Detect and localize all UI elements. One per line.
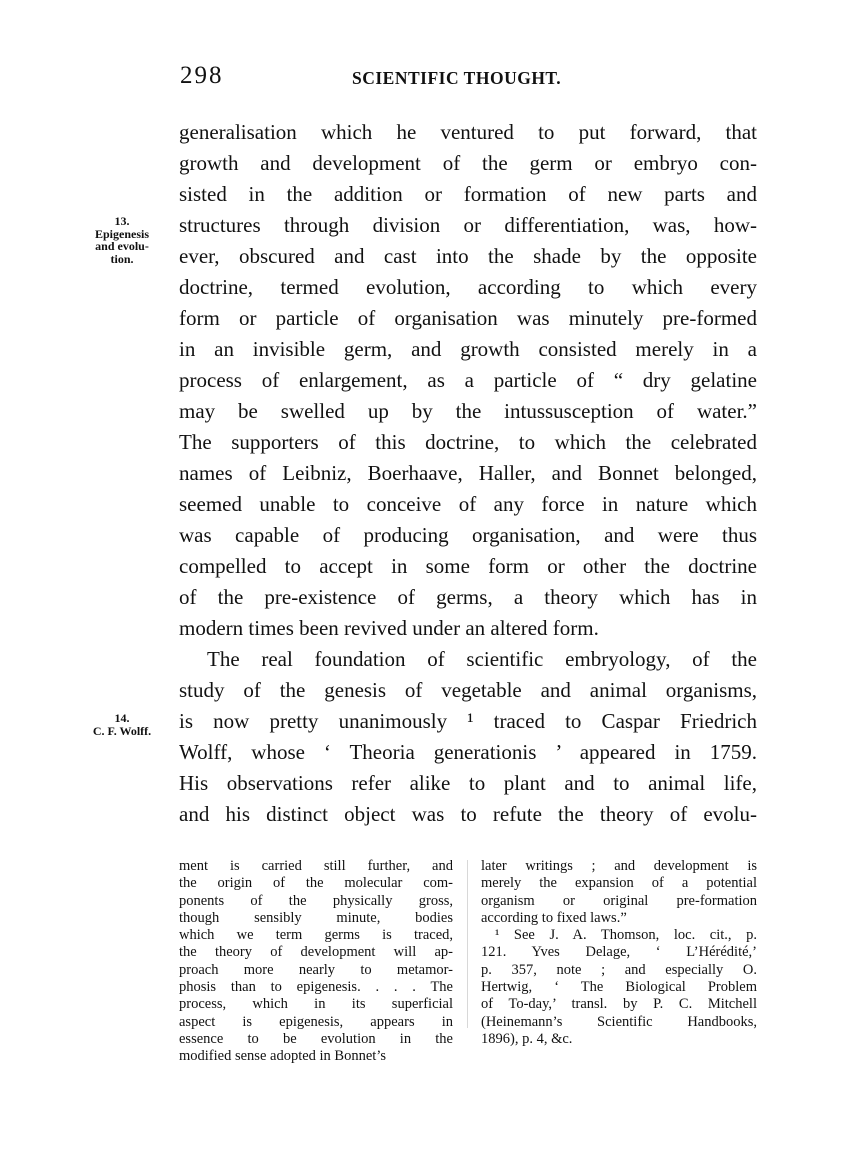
page-number: 298 xyxy=(180,62,224,89)
sidenote-wolff xyxy=(80,712,164,737)
text-line: compelled to accept in some form or other the doctrine xyxy=(179,554,757,578)
text-line: form or particle of organisation was minutely pre-formed xyxy=(179,306,757,330)
footnote-line: process, which in its superficial xyxy=(179,996,453,1013)
text-line: names of Leibniz, Boerhaave, Haller, and Bonnet belonged, xyxy=(179,461,757,485)
sidenote-number: 13. xyxy=(114,214,130,228)
text-line: modern times been revived under an altered form. xyxy=(179,616,599,640)
footnote-line: later writings ; and development is xyxy=(481,858,757,874)
text-line: structures through division or differentiation, was, how- xyxy=(179,213,757,237)
text-line: and his distinct object was to refute the theory of evolu- xyxy=(179,802,757,826)
sidenote-line: and evolu- xyxy=(95,239,149,253)
footnote-column-right xyxy=(481,858,757,1048)
sidenote-epigenesis xyxy=(80,215,164,265)
text-line: Wolff, whose ‘ Theoria generationis ’ appeared in 1759. xyxy=(179,740,757,764)
text-line: study of the genesis of vegetable and animal organisms, xyxy=(179,678,757,702)
footnote-line: modified sense adopted in Bonnet’s xyxy=(179,1048,386,1065)
text-line: doctrine, termed evolution, according to which every xyxy=(179,275,757,299)
footnote-line: ment is carried still further, and xyxy=(179,858,453,874)
footnote-line: aspect is epigenesis, appears in xyxy=(179,1013,453,1030)
footnote-line: the origin of the molecular com- xyxy=(179,875,453,892)
text-line: The real foundation of scientific embryology, of the xyxy=(207,647,757,671)
text-line: His observations refer alike to plant and to animal life, xyxy=(179,771,757,795)
footnote-line: which we term germs is traced, xyxy=(179,927,453,944)
text-line: may be swelled up by the intussusception of water.” xyxy=(179,399,757,423)
footnote-line: organism or original pre-formation xyxy=(481,892,757,909)
text-line: seemed unable to conceive of any force in nature which xyxy=(179,492,757,516)
text-line: sisted in the addition or formation of new parts and xyxy=(179,182,757,206)
sidenote-line: C. F. Wolff. xyxy=(92,723,152,738)
footnote-line: 121. Yves Delage, ‘ L’Hérédité,’ xyxy=(481,944,757,961)
footnote-line: ponents of the physically gross, xyxy=(179,892,453,909)
footnote-line: phosis than to epigenesis. . . . The xyxy=(179,979,453,996)
footnote-line: though sensibly minute, bodies xyxy=(179,909,453,926)
sidenote-line: tion. xyxy=(110,251,134,266)
text-line: process of enlargement, as a particle of “ dry gelatine xyxy=(179,368,757,392)
text-line: generalisation which he ventured to put forward, that xyxy=(179,120,757,144)
running-head: SCIENTIFIC THOUGHT. xyxy=(352,68,562,88)
text-line: was capable of producing organisation, and were thus xyxy=(179,523,757,547)
footnote-line: essence to be evolution in the xyxy=(179,1030,453,1047)
text-line: is now pretty unanimously ¹ traced to Caspar Friedrich xyxy=(179,709,757,733)
column-divider xyxy=(467,860,468,1028)
footnote-line: (Heinemann’s Scientific Handbooks, xyxy=(481,1013,757,1030)
footnote-line: proach more nearly to metamor- xyxy=(179,961,453,978)
sidenote-number: 14. xyxy=(114,711,130,725)
footnote-column-left xyxy=(179,858,453,1066)
footnote-line: p. 357, note ; and especially O. xyxy=(481,961,757,978)
text-line: growth and development of the germ or embryo con- xyxy=(179,151,757,175)
text-line: ever, obscured and cast into the shade by the opposite xyxy=(179,244,757,268)
footnote-line: according to fixed laws.” xyxy=(481,909,627,926)
footnote-line: ¹ See J. A. Thomson, loc. cit., p. xyxy=(495,927,757,944)
footnote-line: Hertwig, ‘ The Biological Problem xyxy=(481,979,757,996)
text-line: in an invisible germ, and growth consisted merely in a xyxy=(179,337,757,361)
sidenote-line: Epigenesis xyxy=(94,226,149,241)
text-line: The supporters of this doctrine, to which the celebrated xyxy=(179,430,757,454)
footnote-line: merely the expansion of a potential xyxy=(481,875,757,892)
footnote-line: 1896), p. 4, &c. xyxy=(481,1030,573,1047)
body-text xyxy=(179,117,757,830)
text-line: of the pre-existence of germs, a theory which has in xyxy=(179,585,757,609)
footnote-line: of To-day,’ transl. by P. C. Mitchell xyxy=(481,996,757,1013)
footnote-line: the theory of development will ap- xyxy=(179,944,453,961)
